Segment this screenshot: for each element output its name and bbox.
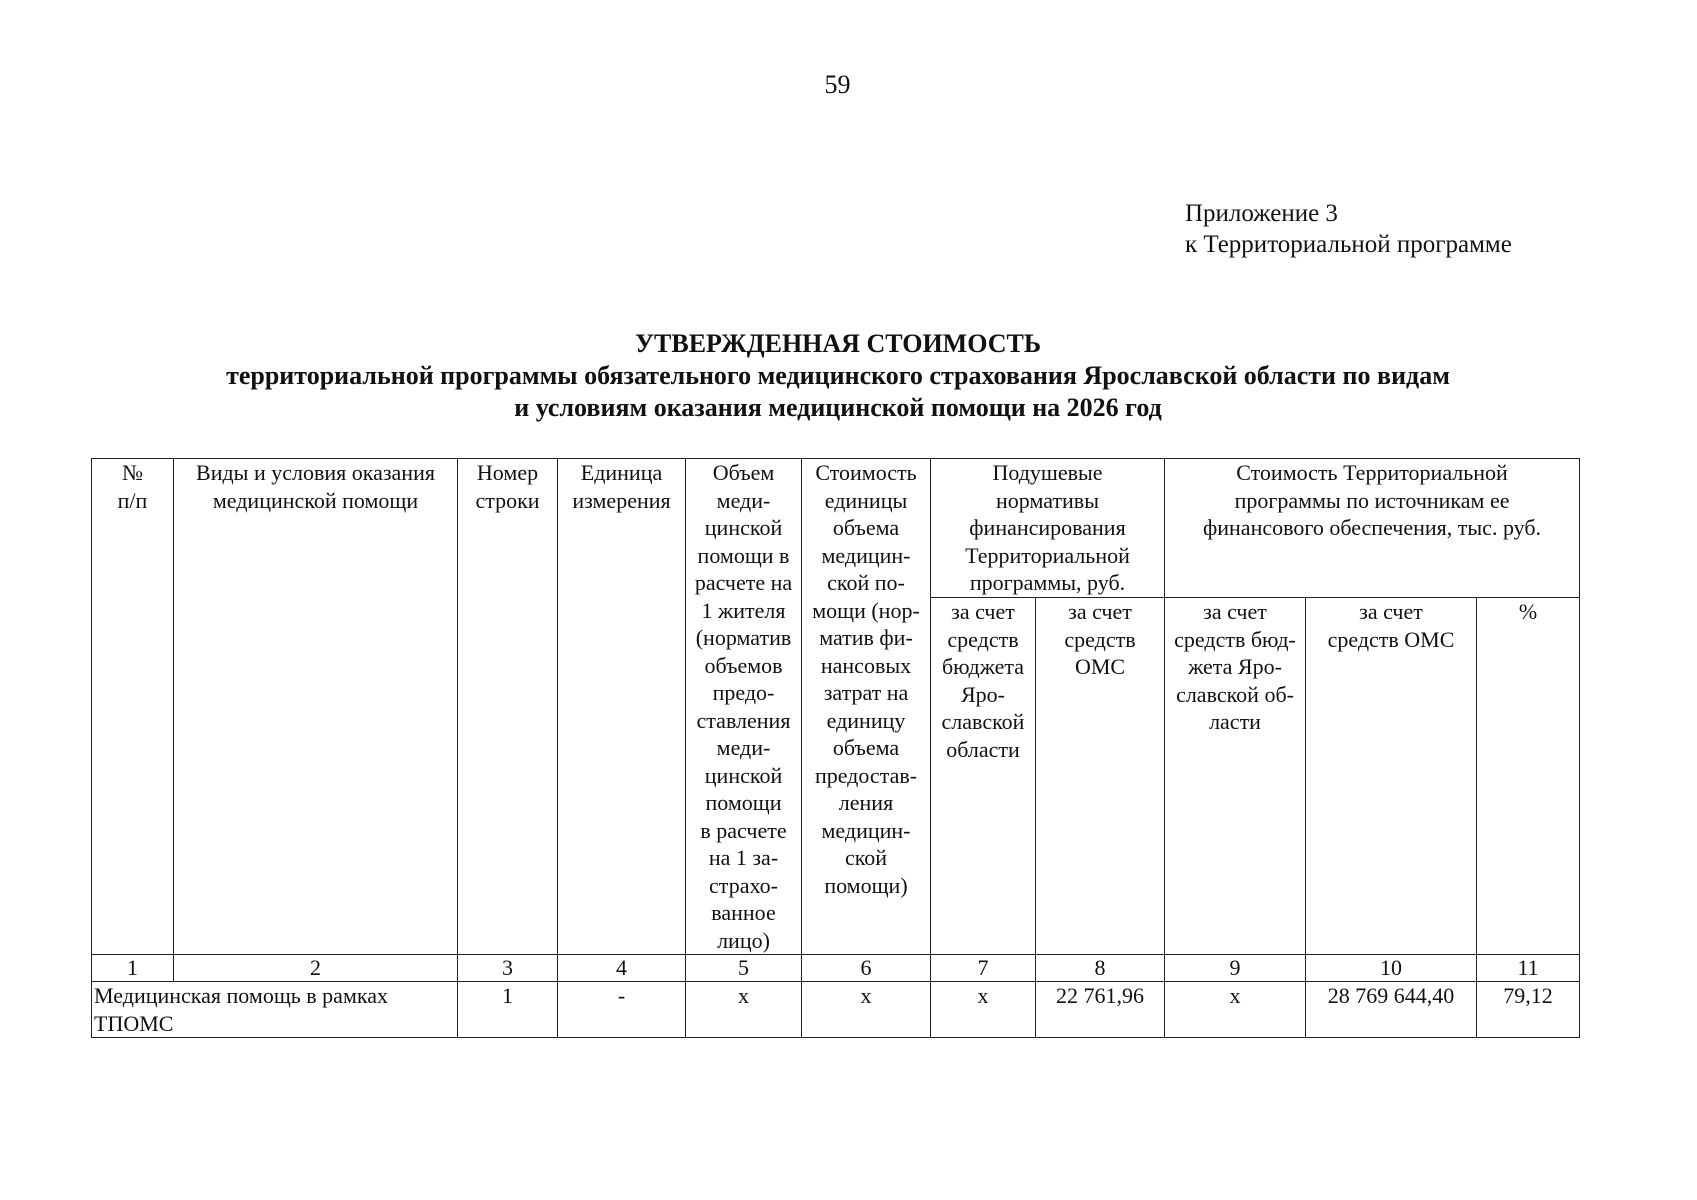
header-unit: Единица измерения (558, 459, 686, 955)
annex-line-2: к Территориальной программе (1185, 231, 1512, 258)
header-group-program-cost: Стоимость Территориальной программы по источникам ее финансового обеспечения, тыс. руб. (1165, 459, 1580, 598)
column-number: 9 (1165, 955, 1306, 982)
header-group-per-capita: Подушевые нормативы финансирования Территориальной программы, руб. (931, 459, 1165, 598)
column-number: 1 (92, 955, 174, 982)
header-volume: Объем меди- цинской помощи в расчете на 1 жителя (норматив объемов предо- ставления меди- цинской помощи в расчете на 1 за- страхо- ванное лицо) (686, 459, 802, 955)
column-number: 3 (458, 955, 558, 982)
row-volume: х (686, 982, 802, 1038)
title-line-1: УТВЕРЖДЕННАЯ СТОИМОСТЬ (634, 329, 1042, 358)
row-per-capita-oms: 22 761,96 (1036, 982, 1165, 1038)
column-number: 10 (1306, 955, 1477, 982)
row-per-capita-budget: х (931, 982, 1036, 1038)
column-number-row (92, 955, 1580, 982)
header-unit-cost: Стоимость единицы объема медицин- ской по- мощи (нор- матив фи- нансовых затрат на единицу объема предостав- ления медицин- ской помощи) (802, 459, 931, 955)
header-percent: % (1477, 598, 1580, 955)
column-number: 11 (1477, 955, 1580, 982)
header-cost-oms: за счет средств ОМС (1306, 598, 1477, 955)
row-line-number: 1 (458, 982, 558, 1038)
header-cost-budget: за счет средств бюд- жета Яро- славской об- ласти (1165, 598, 1306, 955)
header-row-index: № п/п (92, 459, 174, 955)
row-cost-budget: х (1165, 982, 1306, 1038)
row-percent: 79,12 (1477, 982, 1580, 1038)
column-number: 6 (802, 955, 931, 982)
title-line-2: территориальной программы обязательного медицинского страхования Ярославской области по видам (226, 361, 1450, 390)
column-number: 8 (1036, 955, 1165, 982)
document-title (0, 328, 1676, 424)
column-number: 5 (686, 955, 802, 982)
header-per-capita-budget: за счет средств бюджета Яро- славской области (931, 598, 1036, 955)
cost-table (91, 458, 1580, 1038)
column-number: 4 (558, 955, 686, 982)
header-per-capita-oms: за счет средств ОМС (1036, 598, 1165, 955)
column-number: 2 (174, 955, 458, 982)
annex-note (1185, 198, 1512, 260)
row-unit-cost: х (802, 982, 931, 1038)
header-care-type: Виды и условия оказания медицинской помощи (174, 459, 458, 955)
header-line-number: Номер строки (458, 459, 558, 955)
column-number: 7 (931, 955, 1036, 982)
table-row (92, 982, 1580, 1038)
row-cost-oms: 28 769 644,40 (1306, 982, 1477, 1038)
row-unit: - (558, 982, 686, 1038)
title-line-3: и условиям оказания медицинской помощи на 2026 год (514, 393, 1162, 422)
row-care-type: Медицинская помощь в рамках ТПОМС (92, 982, 458, 1038)
header-row-top (92, 459, 1580, 598)
annex-line-1: Приложение 3 (1185, 200, 1338, 227)
page-number: 59 (824, 70, 851, 99)
